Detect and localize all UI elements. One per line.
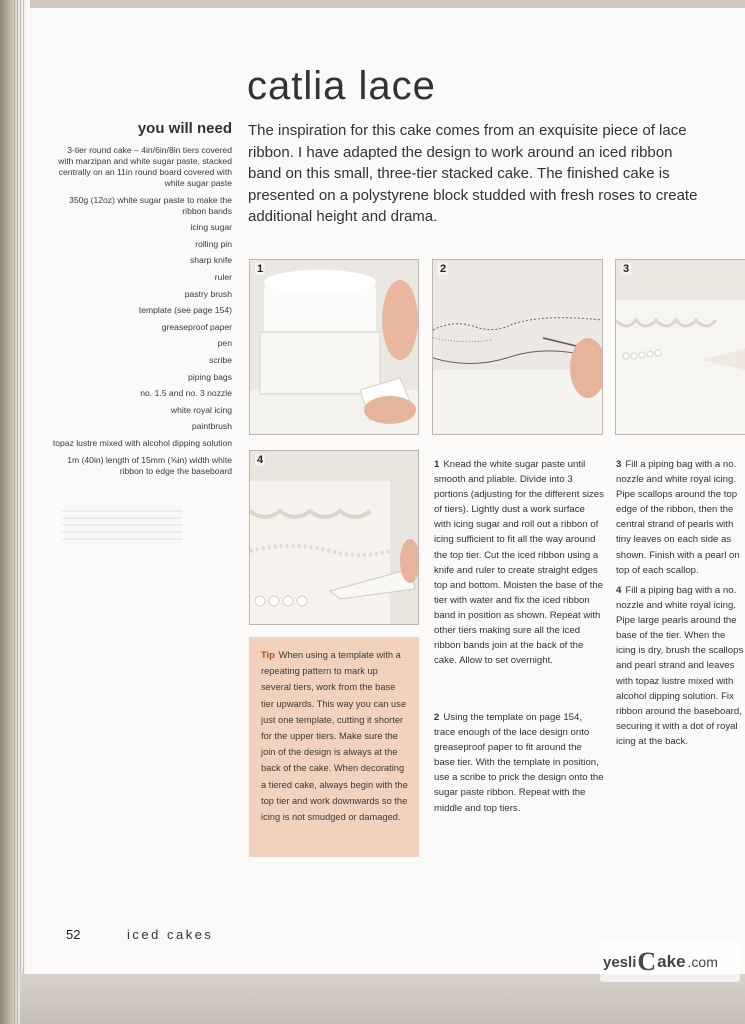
step-photo-4 [249,450,419,625]
cake-ribbon-illustration [250,260,418,434]
equipment-item: greaseproof paper [161,321,232,332]
equipment-item: topaz lustre mixed with alcohol dipping solution [52,437,232,448]
photo-number: 3 [623,263,630,275]
step-number: 4 [616,585,622,596]
equipment-item: ruler [214,271,232,282]
step-text: Using the template on page 154, trace enough of the lace design onto greaseproof paper to fit around the base tier. With the template in position, use a scribe to prick the design onto the sugar paste ribbon. Repeat with the middle and top tiers. [434,712,604,814]
equipment-item: 1m (40in) length of 15mm (⅝in) width white ribbon to edge the baseboard [67,454,232,476]
step-photo-3 [615,259,745,435]
you-will-need-heading: you will need [137,120,232,137]
equipment-item: pen [217,338,232,349]
step-number: 1 [434,459,440,470]
equipment-item: piping bags [188,371,232,382]
equipment-item: rolling pin [195,238,232,249]
step-text: Fill a piping bag with a no. nozzle and white royal icing. Pipe large pearls around the base of the tier. When the icing is dry, brush the scallops and pearl strand and leaves with topaz lustre mixed with alcohol dipping solution. Fix ribbon around the baseboard, securing it with a dot of royal icing at the back. [616,585,744,747]
step-number: 2 [434,712,440,723]
step-number: 3 [616,459,622,470]
watermark-text: yesli [603,953,637,971]
equipment-item: no. 1.5 and no. 3 nozzle [140,388,232,399]
tip-text [261,647,409,825]
equipment-item: icing sugar [190,222,232,233]
step-photo-1 [249,259,419,435]
watermark-text: ake [657,952,686,971]
tip-body: When using a template with a repeating pattern to mark up several tiers, work from the base tier upwards. This way you can use just one template, cutting it shorter for the upper tiers. Make sure the join of the design is always at the back of the cake. When decorating a tiered cake, always begin with the top tier and work downwards so the icing is not smudged or damaged. [261,650,408,823]
photo-number: 2 [440,263,447,275]
tip-box [249,637,419,857]
intro-paragraph: The inspiration for this cake comes from an exquisite piece of lace ribbon. I have adapted the design to work around an iced ribbon band on this small, three-tier stacked cake. The finished cake is presented on a polystyrene block studded with fresh roses to create additional height and drama. [248,122,698,225]
step-1 [434,457,604,668]
page-title: catlia lace [247,64,436,108]
section-name: iced cakes [127,927,214,942]
equipment-item: paintbrush [191,421,232,432]
step-2 [434,710,604,816]
equipment-item: template (see page 154) [138,305,232,316]
photo-number: 4 [257,454,264,466]
template-tracing-illustration [433,260,602,434]
show-through-text [62,510,182,540]
equipment-item: 3-tier round cake – 4in/6in/8in tiers covered with marzipan and white sugar paste, stacked centrally on an 11in round board covered with white sugar paste [58,145,232,188]
equipment-item: white royal icing [170,404,232,415]
tip-label: Tip [261,650,275,660]
watermark-text: C [637,947,657,976]
step-text: Knead the white sugar paste until smooth and pliable. Divide into 3 portions (adjusting for the different sizes of tiers). Lightly dust a work surface with icing sugar and roll out a ribbon of icing sufficient to fit all the way around the top tier. Cut the iced ribbon using a knife and ruler to create straight edges top and bottom. Moisten the base of the tier with water and fix the iced ribbon band in position as shown. Repeat with other tiers making sure all the iced ribbon bands join at the back of the cake. Allow to set overnight. [434,459,604,667]
equipment-item: pastry brush [184,288,232,299]
piping-pearls-illustration [250,451,418,624]
watermark-logo [600,942,740,982]
equipment-item: sharp knife [189,255,232,266]
equipment-item: scribe [209,354,232,365]
step-photo-2 [432,259,603,435]
step-3 [616,457,744,578]
piping-scallops-illustration [616,260,745,434]
photo-number: 1 [257,263,264,275]
equipment-item: 350g (12oz) white sugar paste to make the ribbon bands [69,194,232,216]
step-text: Fill a piping bag with a no. nozzle and white royal icing. Pipe scallops around the top edge of the ribbon, then the central strand of pearls with tiny leaves on each side as shown. Finish with a pearl on top of each scallop. [616,459,740,576]
watermark-text: .com [687,954,718,970]
step-4 [616,583,744,749]
spine-pages [14,0,24,1024]
page-number: 52 [66,927,81,942]
equipment-list [52,145,232,482]
